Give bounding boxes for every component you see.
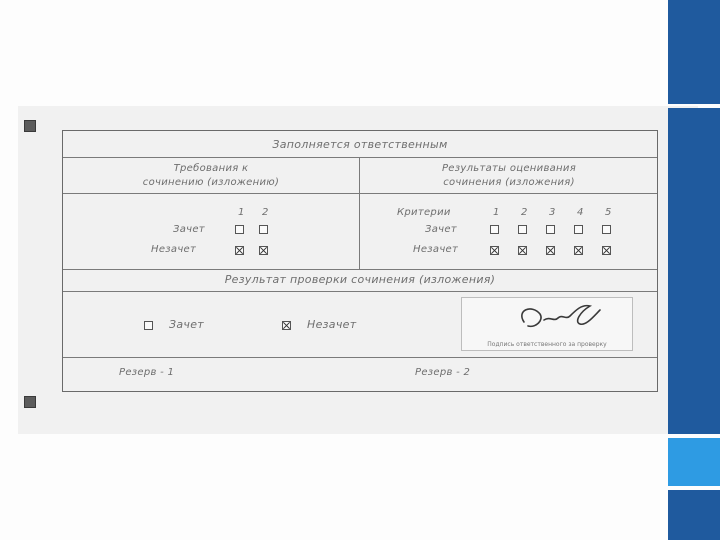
right-pass-checkbox-4[interactable] — [574, 225, 583, 234]
left-pass-checkbox-2[interactable] — [259, 225, 268, 234]
side-bar-segment-3 — [668, 438, 720, 486]
right-fail-checkbox-5[interactable] — [602, 246, 611, 255]
side-bar-segment-4 — [668, 490, 720, 540]
left-pass-checkbox-1[interactable] — [235, 225, 244, 234]
right-fail-checkbox-1[interactable] — [490, 246, 499, 255]
left-col-2: 2 — [262, 207, 269, 218]
handwritten-signature — [462, 298, 632, 338]
right-row-pass-label: Зачет — [425, 224, 457, 235]
left-row-fail-label: Незачет — [151, 244, 197, 255]
left-col-1: 1 — [238, 207, 245, 218]
signature-box — [461, 297, 633, 351]
right-col-2: 2 — [521, 207, 528, 218]
reserve-2: Резерв - 2 — [415, 367, 471, 378]
corner-marker-bottom-left — [24, 396, 36, 408]
result-fail-label: Незачет — [307, 318, 357, 331]
right-pass-checkbox-2[interactable] — [518, 225, 527, 234]
right-fail-checkbox-4[interactable] — [574, 246, 583, 255]
left-row-pass-label: Зачет — [173, 224, 205, 235]
signature-caption: Подпись ответственного за проверку — [487, 341, 607, 348]
form-header: Заполняется ответственным — [272, 138, 448, 151]
right-fail-checkbox-3[interactable] — [546, 246, 555, 255]
right-col-3: 3 — [549, 207, 556, 218]
left-section-title-line1: Требования к — [173, 163, 249, 174]
right-section-title-line2: сочинения (изложения) — [443, 177, 575, 188]
left-fail-checkbox-1[interactable] — [235, 246, 244, 255]
side-bar-segment-2 — [668, 108, 720, 434]
left-fail-checkbox-2[interactable] — [259, 246, 268, 255]
right-fail-checkbox-2[interactable] — [518, 246, 527, 255]
right-col-5: 5 — [605, 207, 612, 218]
result-fail-checkbox[interactable] — [282, 321, 291, 330]
criteria-label: Критерии — [397, 207, 451, 218]
result-pass-checkbox[interactable] — [144, 321, 153, 330]
right-pass-checkbox-1[interactable] — [490, 225, 499, 234]
result-title: Результат проверки сочинения (изложения) — [224, 273, 496, 286]
reserve-1: Резерв - 1 — [119, 367, 175, 378]
right-col-1: 1 — [493, 207, 500, 218]
right-section-title-line1: Результаты оценивания — [441, 163, 577, 174]
left-section-title-line2: сочинению (изложению) — [142, 177, 280, 188]
right-row-fail-label: Незачет — [413, 244, 459, 255]
right-pass-checkbox-5[interactable] — [602, 225, 611, 234]
slide-side-bar — [668, 0, 720, 540]
right-col-4: 4 — [577, 207, 584, 218]
result-pass-label: Зачет — [169, 318, 204, 331]
right-pass-checkbox-3[interactable] — [546, 225, 555, 234]
corner-marker-top-left — [24, 120, 36, 132]
side-bar-segment-1 — [668, 0, 720, 104]
answer-form — [62, 130, 658, 392]
